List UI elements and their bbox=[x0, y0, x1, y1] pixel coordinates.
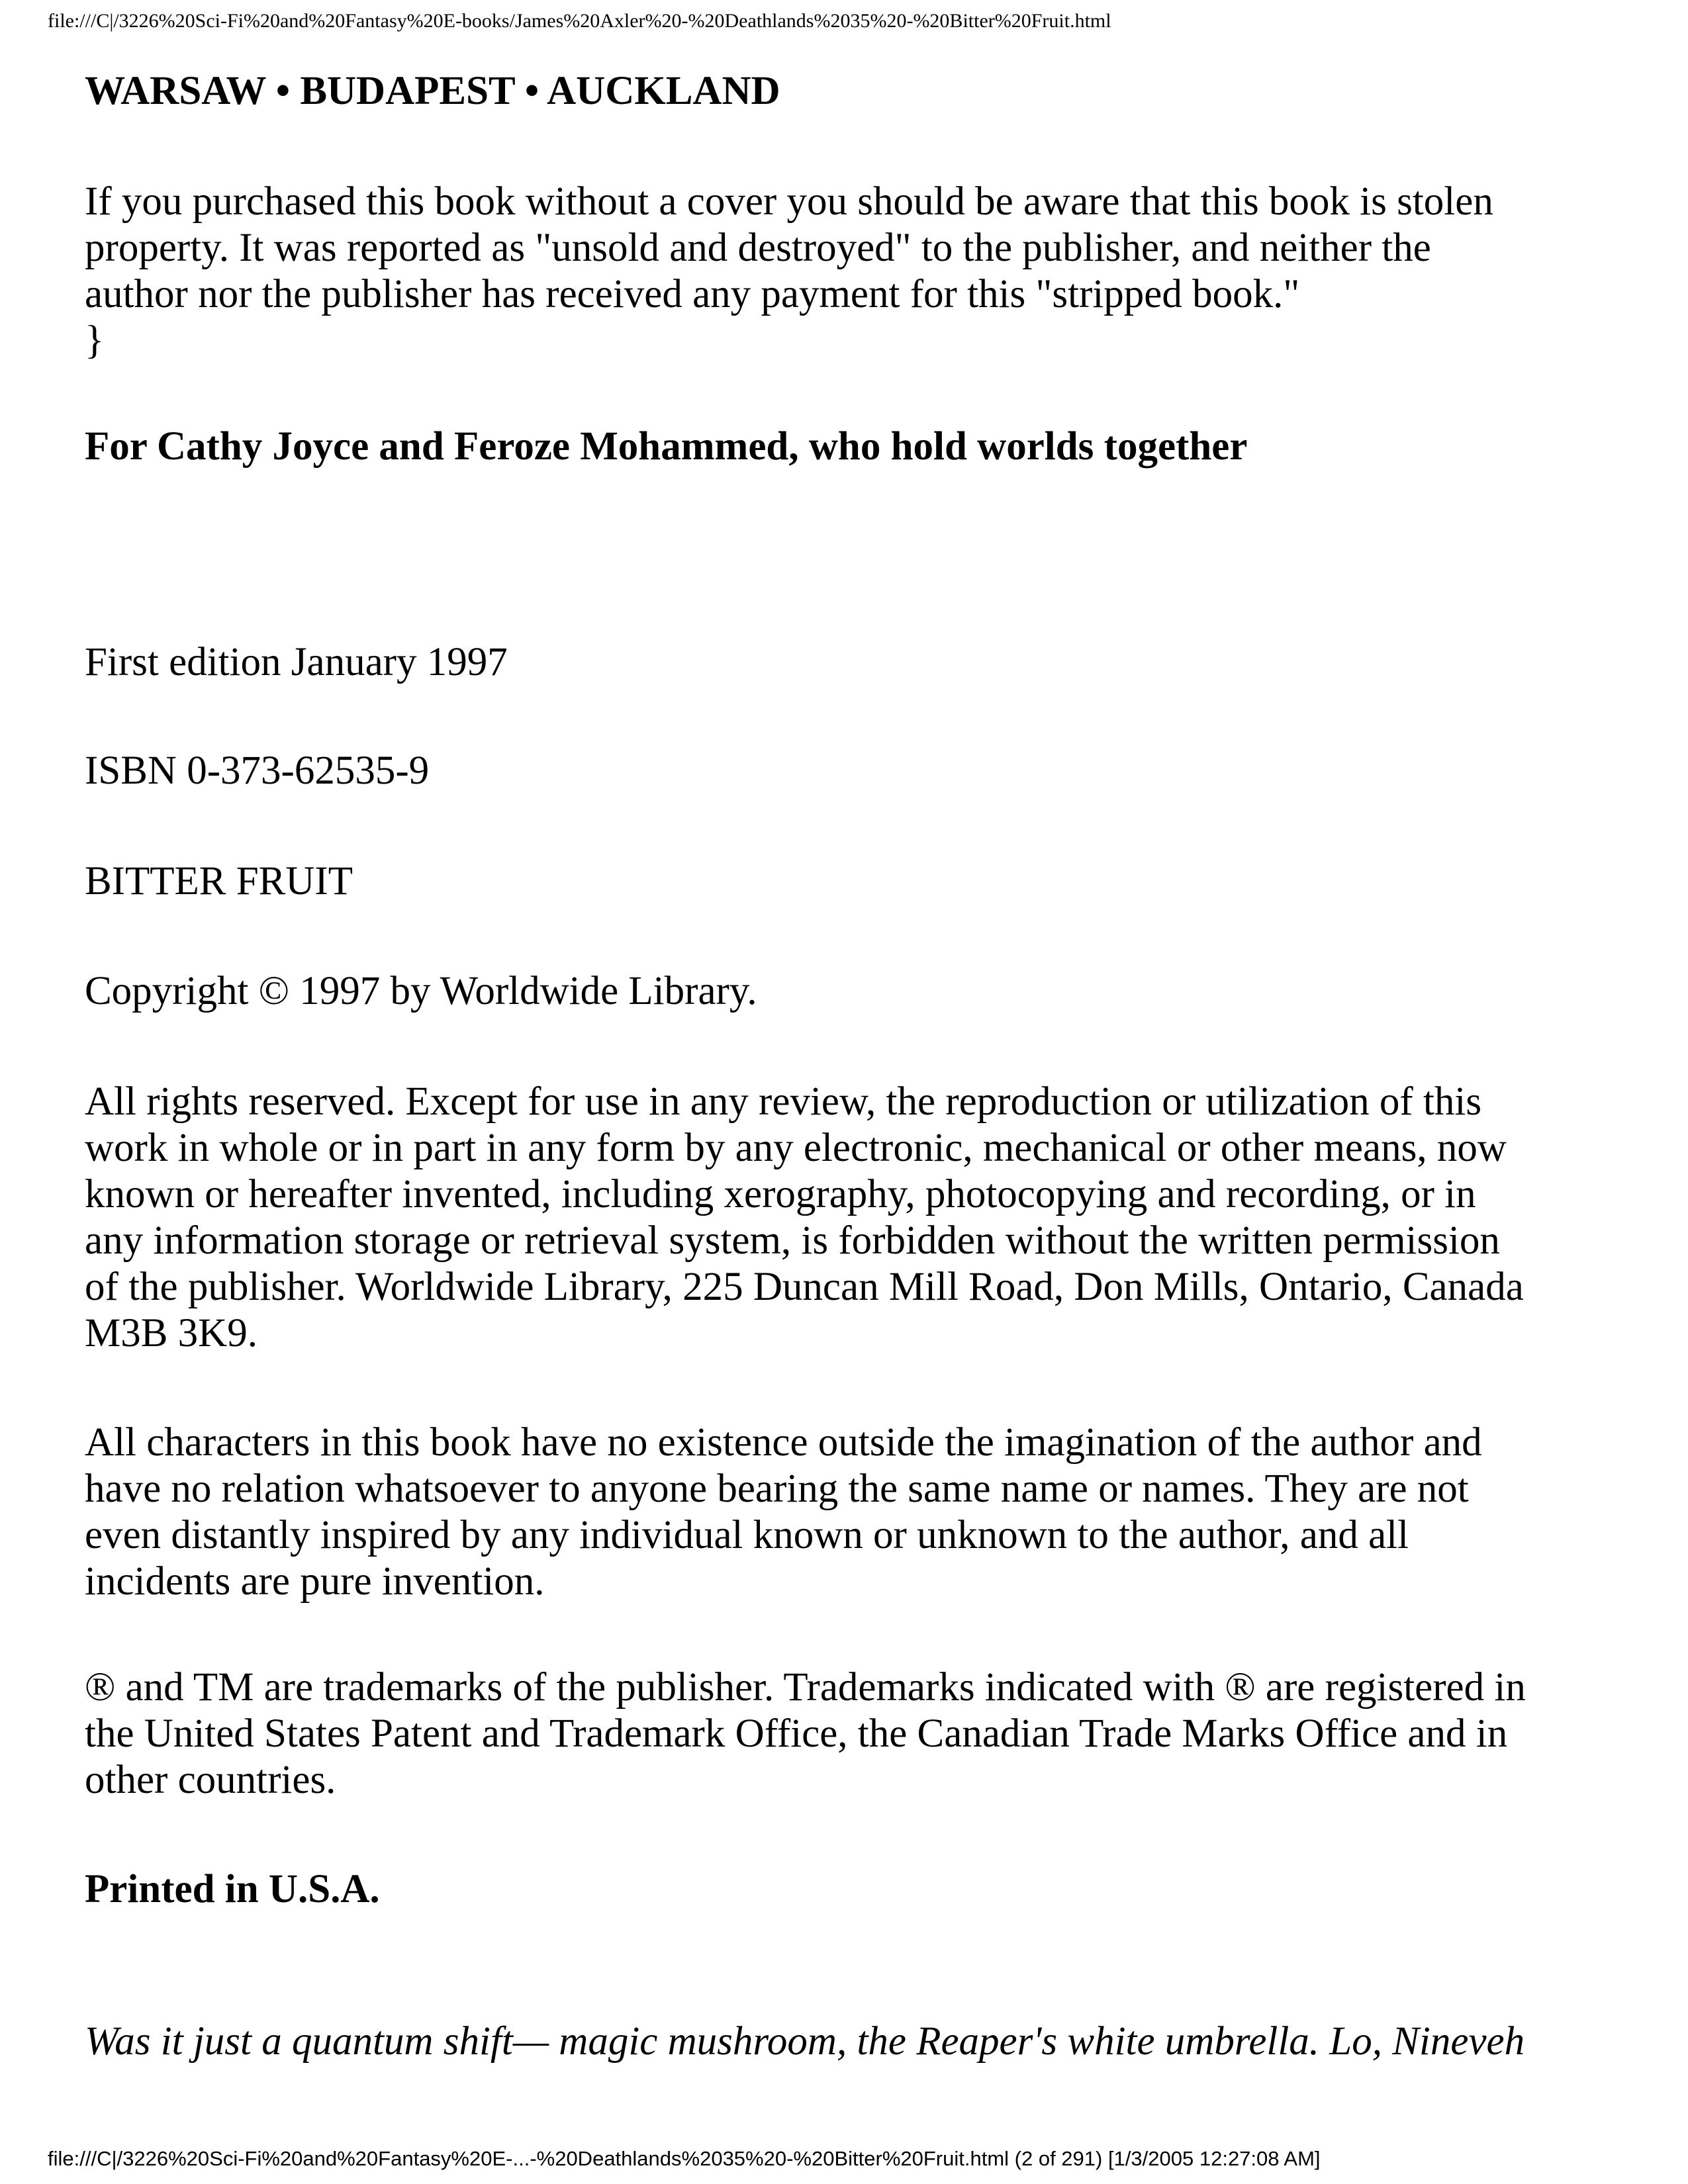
fiction-line: even distantly inspired by any individual known or unknown to the author, and all bbox=[85, 1513, 1409, 1557]
notice-line: property. It was reported as "unsold and destroyed" to the publisher, and neither the bbox=[85, 226, 1431, 270]
rights-line: M3B 3K9. bbox=[85, 1311, 258, 1355]
isbn-line: ISBN 0-373-62535-9 bbox=[85, 749, 430, 793]
rights-line: All rights reserved. Except for use in any review, the reproduction or utilization of this bbox=[85, 1079, 1482, 1124]
fiction-line: have no relation whatsoever to anyone bearing the same name or names. They are not bbox=[85, 1467, 1469, 1511]
rights-paragraph bbox=[85, 1079, 1524, 1357]
rights-line: of the publisher. Worldwide Library, 225 Duncan Mill Road, Don Mills, Ontario, Canada bbox=[85, 1265, 1524, 1309]
rights-line: work in whole or in part in any form by any electronic, mechanical or other means, now bbox=[85, 1126, 1507, 1170]
rights-line: known or hereafter invented, including xerography, photocopying and recording, or in bbox=[85, 1172, 1476, 1216]
dedication: For Cathy Joyce and Feroze Mohammed, who hold worlds together bbox=[85, 424, 1248, 469]
book-title: BITTER FRUIT bbox=[85, 859, 353, 903]
cities-line: WARSAW • BUDAPEST • AUCKLAND bbox=[85, 69, 780, 113]
trademark-line: other countries. bbox=[85, 1758, 336, 1802]
trademark-line: the United States Patent and Trademark Office, the Canadian Trade Marks Office and in bbox=[85, 1711, 1508, 1756]
trademark-notice bbox=[85, 1664, 1526, 1803]
fiction-line: incidents are pure invention. bbox=[85, 1559, 545, 1604]
epigraph: Was it just a quantum shift— magic mushroom, the Reaper's white umbrella. Lo, Nineveh bbox=[85, 2019, 1525, 2064]
fiction-line: All characters in this book have no existence outside the imagination of the author and bbox=[85, 1420, 1482, 1465]
edition-line: First edition January 1997 bbox=[85, 640, 508, 684]
fiction-notice bbox=[85, 1420, 1482, 1605]
rights-line: any information storage or retrieval system, is forbidden without the written permission bbox=[85, 1218, 1500, 1263]
stripped-book-notice: If you purchased this book without a cover you should be aware that this book is stolen property. It was reported as "unsold and destroyed" to the publisher, and neither the author nor the publisher has received any payment for this "stripped book." } bbox=[85, 179, 1493, 363]
footer-url: file:///C|/3226%20Sci-Fi%20and%20Fantasy%20E-...-%20Deathlands%2035%20-%20Bitter%20Fruit.html (2 of 291) [1/3/2005 12:27:08 AM] bbox=[48, 2147, 1321, 2170]
trademark-line: ® and TM are trademarks of the publisher. Trademarks indicated with ® are registered in bbox=[85, 1665, 1526, 1709]
copyright-line: Copyright © 1997 by Worldwide Library. bbox=[85, 969, 757, 1013]
header-url: file:///C|/3226%20Sci-Fi%20and%20Fantasy%20E-books/James%20Axler%20-%20Deathlands%2035%20-%20Bitter%20Fruit.html bbox=[48, 10, 1111, 32]
notice-line: If you purchased this book without a cover you should be aware that this book is stolen bbox=[85, 179, 1493, 224]
notice-line: author nor the publisher has received any payment for this "stripped book." bbox=[85, 272, 1300, 316]
printed-in-line: Printed in U.S.A. bbox=[85, 1867, 380, 1911]
